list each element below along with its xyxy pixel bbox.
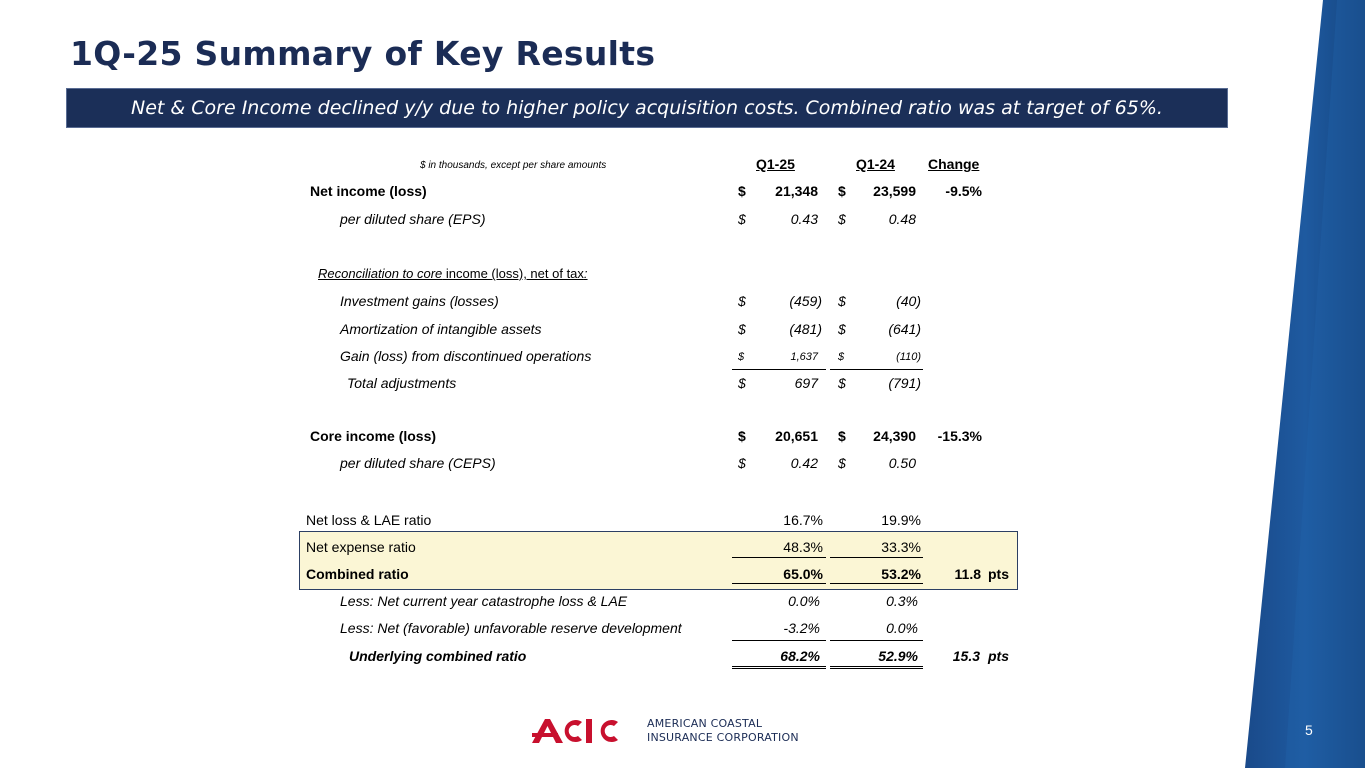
col-header-change: Change: [928, 156, 980, 172]
combined-ratio-change: 11.8: [954, 566, 981, 582]
row-label-discontinued-ops: Gain (loss) from discontinued operations: [340, 348, 592, 364]
underlying-combined-ratio-q1-24: 52.9%: [878, 648, 918, 664]
reconciliation-heading-part: :: [583, 266, 588, 281]
subtotal-rule: [732, 583, 826, 584]
row-label-reserve-development: Less: Net (favorable) unfavorable reserve development: [340, 620, 682, 636]
subtotal-rule: [830, 369, 923, 370]
logo-line-1: AMERICAN COASTAL: [647, 717, 763, 730]
net-income-change: -9.5%: [945, 183, 982, 199]
net-income-q1-25: 21,348: [775, 183, 818, 199]
core-income-q1-25: 20,651: [775, 428, 818, 444]
currency-sign: $: [738, 293, 746, 309]
currency-sign: $: [838, 351, 845, 363]
ceps-q1-24: 0.50: [888, 455, 916, 471]
discontinued-ops-q1-25: 1,637: [790, 351, 818, 363]
core-income-q1-24: 24,390: [873, 428, 916, 444]
currency-sign: $: [738, 211, 746, 227]
row-label-expense-ratio: Net expense ratio: [306, 539, 416, 555]
amortization-q1-24: (641): [888, 321, 921, 337]
logo-line-2: INSURANCE CORPORATION: [647, 731, 799, 744]
reconciliation-heading-part: income (loss), net of tax: [442, 266, 584, 281]
subtotal-rule: [732, 640, 826, 641]
row-label-ceps: per diluted share (CEPS): [340, 455, 496, 471]
subtotal-rule: [732, 369, 826, 370]
row-label-total-adjustments: Total adjustments: [347, 375, 457, 391]
combined-ratio-q1-24: 53.2%: [881, 566, 921, 582]
investment-gains-q1-25: (459): [789, 293, 822, 309]
currency-sign: $: [838, 211, 846, 227]
ceps-q1-25: 0.42: [790, 455, 818, 471]
row-label-underlying-combined-ratio: Underlying combined ratio: [349, 648, 527, 664]
total-double-rule: [732, 666, 826, 669]
eps-q1-24: 0.48: [888, 211, 916, 227]
expense-ratio-q1-24: 33.3%: [881, 539, 921, 555]
row-label-net-income: Net income (loss): [310, 183, 427, 199]
expense-ratio-q1-25: 48.3%: [783, 539, 823, 555]
currency-sign: $: [738, 455, 746, 471]
subtotal-rule: [830, 640, 923, 641]
total-adjustments-q1-25: 697: [794, 375, 818, 391]
page-number: 5: [1305, 722, 1313, 738]
currency-sign: $: [838, 183, 846, 199]
total-double-rule: [830, 666, 923, 669]
currency-sign: $: [838, 321, 846, 337]
logo-wordmark: [647, 717, 799, 745]
total-adjustments-q1-24: (791): [888, 375, 921, 391]
col-header-q1-24: Q1-24: [856, 156, 895, 172]
currency-sign: $: [838, 293, 846, 309]
row-label-amortization: Amortization of intangible assets: [340, 321, 542, 337]
row-label-catastrophe-loss: Less: Net current year catastrophe loss & LAE: [340, 593, 628, 609]
currency-sign: $: [838, 428, 846, 444]
row-label-core-income: Core income (loss): [310, 428, 437, 444]
reconciliation-heading: [318, 265, 588, 283]
col-header-q1-25: Q1-25: [756, 156, 795, 172]
underlying-combined-ratio-q1-25: 68.2%: [780, 648, 820, 664]
discontinued-ops-q1-24: (110): [896, 351, 921, 363]
subtotal-rule: [732, 557, 826, 558]
catastrophe-loss-q1-24: 0.3%: [886, 593, 918, 609]
currency-sign: $: [738, 321, 746, 337]
loss-ratio-q1-24: 19.9%: [881, 512, 921, 528]
acic-logo: [532, 716, 632, 751]
units-note: $ in thousands, except per share amounts: [420, 160, 607, 171]
row-label-investment-gains: Investment gains (losses): [340, 293, 499, 309]
currency-sign: $: [738, 375, 746, 391]
summary-banner: Net & Core Income declined y/y due to higher policy acquisition costs. Combined ratio was at target of 65%.: [66, 88, 1228, 128]
net-income-q1-24: 23,599: [873, 183, 916, 199]
row-label-loss-ratio: Net loss & LAE ratio: [306, 512, 432, 528]
investment-gains-q1-24: (40): [896, 293, 921, 309]
currency-sign: $: [738, 351, 745, 363]
core-income-change: -15.3%: [937, 428, 982, 444]
reserve-development-q1-24: 0.0%: [886, 620, 918, 636]
subtotal-rule: [830, 557, 923, 558]
page-title: 1Q-25 Summary of Key Results: [70, 34, 656, 73]
loss-ratio-q1-25: 16.7%: [783, 512, 823, 528]
eps-q1-25: 0.43: [790, 211, 818, 227]
reserve-development-q1-25: -3.2%: [783, 620, 820, 636]
currency-sign: $: [738, 428, 746, 444]
row-label-eps: per diluted share (EPS): [340, 211, 486, 227]
underlying-combined-ratio-unit: pts: [988, 648, 1009, 664]
amortization-q1-25: (481): [789, 321, 822, 337]
currency-sign: $: [838, 375, 846, 391]
currency-sign: $: [838, 455, 846, 471]
combined-ratio-q1-25: 65.0%: [783, 566, 823, 582]
combined-ratio-unit: pts: [988, 566, 1009, 582]
row-label-combined-ratio: Combined ratio: [306, 566, 409, 582]
currency-sign: $: [738, 183, 746, 199]
reconciliation-heading-part: Reconciliation to core: [318, 266, 443, 281]
underlying-combined-ratio-change: 15.3: [952, 648, 980, 664]
catastrophe-loss-q1-25: 0.0%: [788, 593, 820, 609]
subtotal-rule: [830, 583, 923, 584]
